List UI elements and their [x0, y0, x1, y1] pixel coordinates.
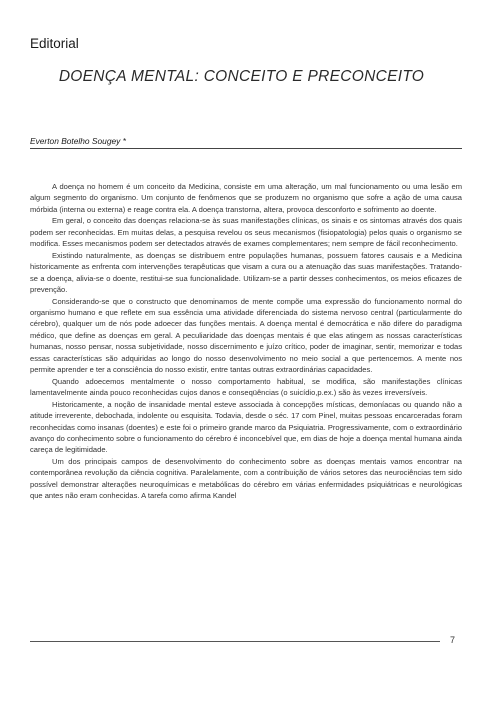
paragraph: Um dos principais campos de desenvolvimento do conhecimento sobre as doenças mentais vamos encontrar na contemporânea revolução da ciência cognitiva. Paralelamente, com a contribuição de vários setores das neurociências tem sido possível demonstrar alterações neuroquímicas e metabólicas do cérebro em várias enfermidades psiquiátricas e neurológicas que antes não eram conhecidas. A tarefa como afirma Kandel: [30, 456, 462, 501]
paragraph: Em geral, o conceito das doenças relaciona-se às suas manifestações clínicas, os sinais e os sintomas através dos quais podem ser reconhecidas. Em muitas delas, a pesquisa revelou os seus mecanismos (fisiopatologia) pelos quais o organismo se modifica. Esses mecanismos podem ser detectados através de exames complementares; nem sempre de fácil reconhecimento.: [30, 216, 462, 249]
article-title: DOENÇA MENTAL: CONCEITO E PRECONCEITO: [58, 68, 425, 85]
paragraph: Considerando-se que o constructo que denominamos de mente compõe uma expressão do funcionamento normal do organismo humano e que reflete em sua essência uma atividade diferenciada do sistema nervoso central (particularmente do cérebro), qualquer um de nós pode adoecer das funções mentais. A doença mental é democrática e não difere do paradigma médico, que define as doenças em geral. A peculiaridade das doenças mentais é que elas atingem as nossas características humanas, nosso pensar, nossa subjetividade, nosso discernimento e juízo crítico, poder de imaginar, sentir, memorizar e todas essas características são adquiridas ao longo do nosso desenvolvimento no meio social a que pertencemos. A mente nos permite aprender e ter a consciência do nosso existir, entre tantas outras extraordinárias capacidades.: [30, 296, 462, 375]
paragraph: Quando adoecemos mentalmente o nosso comportamento habitual, se modifica, são manifestações clínicas lamentavelmente ainda pouco reconhecidas cujos danos e conseqüências (o suicídio,p.ex.) são às vezes irreversíveis.: [30, 376, 462, 398]
author-line: Everton Botelho Sougey *: [30, 136, 126, 146]
paragraph: Existindo naturalmente, as doenças se distribuem entre populações humanas, possuem fatores causais e a Medicina historicamente as enfrenta com intervenções terapêuticas que visam a cura ou a atenuação das suas manifestações. Tratando-se a doença, alivia-se o doente, restitui-se sua funcionalidade. Utilizam-se a partir desses conhecimentos, os meios eficazes de prevenção.: [30, 250, 462, 295]
paragraph: Historicamente, a noção de insanidade mental esteve associada à concepções místicas, demoníacas ou quando não a atitude irreverente, debochada, indolente ou esquisita. Todavia, desde o séc. 17 com Pinel, muitas pessoas encarceradas foram reconhecidas como insanas (doentes) e este foi o primeiro grande marco da Psiquiatria. Progressivamente, com o extraordinário avanço do conhecimento sobre o funcionamento do cérebro é inconcebível que, em dias de hoje a doença mental humana ainda careça de legitimidade.: [30, 399, 462, 455]
author-divider: [30, 148, 462, 149]
article-body: [30, 181, 462, 502]
section-label: Editorial: [30, 36, 79, 51]
paragraph: A doença no homem é um conceito da Medicina, consiste em uma alteração, um mal funcionamento ou uma lesão em algum segmento do organismo. Um conjunto de fenômenos que se produzem no organismo que sofre a ação de uma causa mórbida (interna ou externa) e reage contra ela. A doença transtorna, altera, provoca desconforto e sofrimento ao doente.: [30, 182, 462, 214]
footer-divider: [30, 641, 440, 642]
page-number: 7: [450, 635, 456, 645]
